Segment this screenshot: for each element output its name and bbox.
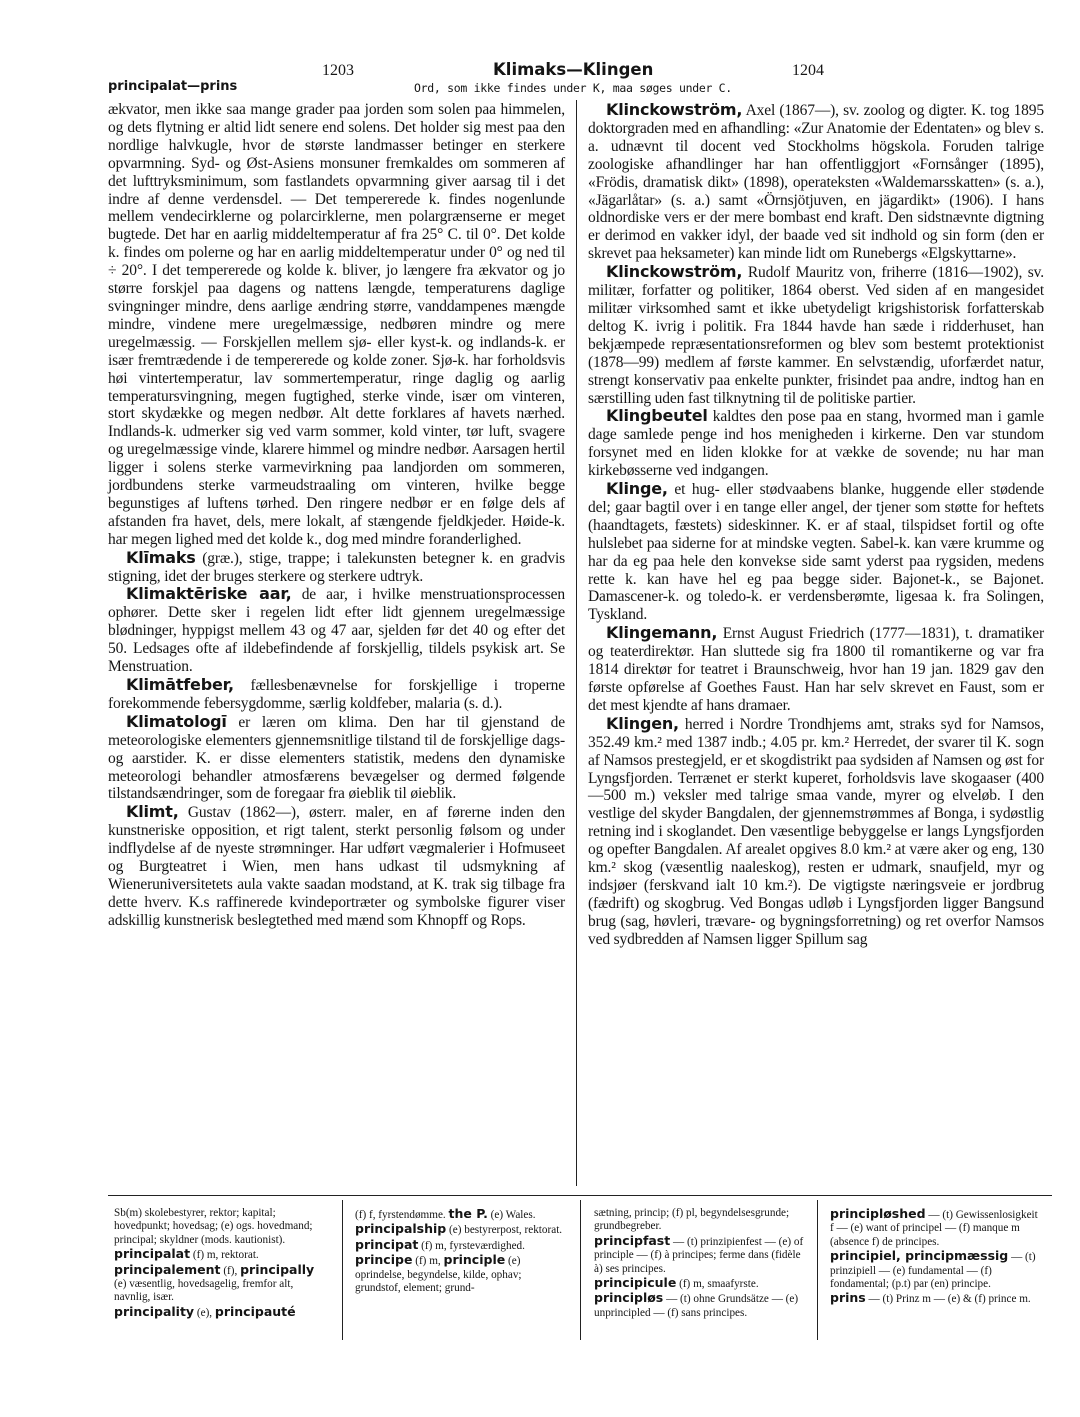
footer-text: (e) Wales.	[487, 1209, 536, 1221]
footer-entry	[830, 1207, 1040, 1249]
footer-headword: principløs	[594, 1290, 664, 1306]
footer-text: (f) m, rektorat.	[190, 1249, 259, 1262]
entry-text: er læren om klima. Den har til gjenstand de meteorologiske elementers gjennemsnitlige tilstand til de forskjellige dags- og aarstider. K. er disse elementers statistik, medens den dynamiske meteorologi behandler atmosfærens bevægelser og dermed følgende tilstandsændringer, som de foregaar fra øieblik til øieblik.	[108, 713, 565, 803]
footer-text: (f) m, smaafyrste.	[676, 1278, 759, 1291]
footer-text: — (t) Prinz m — (e) & (f) prince m.	[865, 1293, 1031, 1306]
entry-text: Ernst August Friedrich (1777—1831), t. dramatiker og teaterdirektør. Han sluttede sig fra 1800 til romantikerne og var fra 1814 direktør for teatret i Braunschweig, hvor han 19 jan. 1829 gav den første opførelse af Goethes Faust. Han har selv skrevet en Faust, som er det mest kjendte af hans dramaer.	[588, 625, 1044, 714]
footer-text: (f) f, fyrstendømme.	[355, 1209, 449, 1221]
entry-continuation	[108, 101, 565, 549]
footer-entry	[114, 1305, 324, 1320]
footer-entry	[830, 1291, 1040, 1306]
left-column	[108, 101, 565, 930]
entry-headword: Klimaktēriske aar,	[126, 584, 292, 604]
entry-text: Rudolf Mauritz von, friherre (1816—1902), sv. militær, forfatter og politiker, 1864 oberst. Ved siden af en mangesidet militær virksomhed samt et ikke ubetydeligt krigshistorisk forfatterskab deltog K. ivrig i politik. Fra 1844 havde han sæde i ridderhuset, han bekjæmpede repræsentationsreformen og blev som bestemt protektionist (1878—99) medlem af første kammer. En selvstændig, uforfærdet natur, strengt konservativ paa enkelte punkter, frisindet paa andre, indtog han en særstilling uden fast tilknytning til de politiske partier.	[588, 264, 1044, 407]
entry	[588, 624, 1044, 715]
footer-headword: principiel, principmæssig	[830, 1248, 1009, 1264]
footer-headword: principalat	[114, 1246, 191, 1262]
entry-text: Gustav (1862—), østerr. maler, en af førerne inden den kunstneriske opposition, et rigt talent, sterkt personlig følsom og under indflydelse af de nyeste strømninger. Har udført vægmalerier i Hofmuseet og Burgteatret i Wien, men hans udkast til udsmykning af Wieneruniversitetets aula vakte saadan modstand, at K. trak sig tilbage fra dette hverv. K.s raffinerede kvindeportræter og symbolske figurer viser adskillig kunstnerisk beslegtethed med mænd som Khnopff og Rops.	[108, 804, 565, 929]
column-divider	[576, 100, 577, 1186]
entry-text: et hug- eller stødvaabens blanke, huggende eller stødende del; gaar bagtil over i en tange eller angel, der tjener som støtte for heftets (haandtagets, fæstets) sideskinner. K. er af staal, tilspidset fortil og ofte hulslebet paa siderne for at mindske vegten. Sabel-k. kan være krumme og har da eg paa hele den konvekse side samt yderst paa rygsiden, medens rette k. kan have hel eg paa begge sider. Bajonet-k., se Bajonet. Damascener-k. og toledo-k. er verdensberømte, ligesaa k. fra Solingen, Tyskland.	[588, 481, 1044, 624]
page-number-left: 1203	[322, 62, 354, 79]
entry-headword: Klimt,	[126, 802, 179, 822]
footer-entry	[355, 1253, 565, 1295]
footer-text: — (t) Gewissenlosigkeit f — (e) want of principel — (f) manque m (absence f) de principes.	[830, 1209, 1038, 1248]
entry-text: ækvator, men ikke saa mange grader paa jorden som solen paa himmelen, og dets flytning er altid lidt senere end solens. Det holder sig mest paa den nordlige halvkugle, hvor de største landmasser betinger en sterkere opvarmning. Syd- og Øst-Asiens monsuner fremkaldes om sommeren af det lufttryksminimum, som fastlandets opvarmning giver aarsag til i det indre af denne verdensdel. — Det tempererede k. findes nogenlunde mellem vendecirklerne og polarcirklerne, men polargrænserne er meget bugtede. Det har en aarlig middeltemperatur af fra 25° C. til 0°. Det kolde k. findes om polerne og har en aarlig middeltemperatur under 0° og ned til ÷ 20°. I det tempererede og kolde k. bliver, jo længere fra ækvator og jo større forskjel paa dagens og nattens længde, temperaturens daglige svingninger mindre, dens aarlige ændring større, vanddampenes mængde mindre, vindene mere uregelmæssige, nedbøren mindre og mere uregelmæssig. — Forskjellen mellem sjø- eller kyst-k. og indlands-k. er især fremtrædende i de tempererede og kolde zoner. Sjø-k. har forholdsvis høi vintertemperatur, lav sommertemperatur, ringe daglig og aarlig temperatursvingning, megen fugtighed, sterke vinde, især om vinteren, stort skydække og megen nedbør. Alt dette forklares af havets nærhed. Indlands-k. udmerker sig ved varm sommer, kold vinter, tør luft, svagere og uregelmæssige vinde, klarere himmel og mindre nedbør. Aarsagen hertil ligger i solens sterke varmevirkning paa landjorden om sommeren, jordbundens sterke varmeudstraaling om vinteren, hvilke begge begunstiges af luftens tørhed. Den ringere nedbør er en følge dels af afstanden fra havet, dels, mere lokalt, af stængende fjeldkjeder. Høide-k. har megen lighed med det kolde k., dog med mindre foranderlighed.	[108, 101, 565, 548]
footer-entry	[830, 1249, 1040, 1291]
footer-headword: principally	[240, 1261, 315, 1277]
footer-column-4	[830, 1207, 1040, 1307]
footer-entry	[355, 1238, 565, 1253]
entry	[588, 715, 1044, 949]
entry-headword: Klinckowström,	[606, 100, 743, 119]
entry-text: Axel (1867—), sv. zoolog og digter. K. tog 1895 doktorgraden med en afhandling: «Zur Anatomie der Edentaten» og blev s. a. udnævnt til docent ved Stockholms högskola. Foruden talrige zoologiske afhandlinger har han offentliggjort «Fornsånger (1895), «Frödis, dramatisk dikt» (1898), operateksten «Waldemarsskatten» (s. a.), «Jägarlåtar» (s. a.) samt «Örnsjötjuven, en jägardikt» (1906). I hans oldnordiske vers er der mere bombast end kraft. Den sidstnævnte digtning er derimod en vakker idyl, der baade ved sit indhold og sin form (den er skrevet paa heksameter) kan minde lidt om Runebergs «Elgskyttarne».	[588, 102, 1044, 263]
footer-entry	[594, 1276, 804, 1291]
left-page-number	[322, 60, 354, 81]
entry	[108, 585, 565, 676]
entry	[588, 263, 1044, 407]
footer-headword: principality	[114, 1303, 195, 1319]
footer-headword: principle	[443, 1252, 506, 1268]
entry	[588, 407, 1044, 480]
footer-entry	[355, 1222, 565, 1237]
footer-headword: prins	[830, 1290, 866, 1306]
footer-entry	[114, 1207, 324, 1247]
entry-text: (græ.), stige, trappe; i talekunsten betegner k. en gradvis stigning, idet der bruges sterkere og sterkere udtryk.	[108, 549, 565, 585]
footer-text: (e),	[194, 1306, 215, 1319]
footer-text: Sb(m) skolebestyrer, rektor; kapital; hovedpunkt; hovedsag; (e) ogs. hovedmand; principal; skyldner (mods. kautionist).	[114, 1207, 313, 1246]
entry	[108, 676, 565, 713]
footer-entry	[355, 1207, 565, 1222]
footer-headword: principat	[355, 1236, 419, 1252]
footer-divider	[108, 1195, 1052, 1196]
footer-entry	[594, 1234, 804, 1276]
footer-column-1	[114, 1207, 324, 1320]
entry-headword: Klingbeutel	[606, 406, 708, 426]
footer-divider-3	[817, 1200, 818, 1340]
footer-text: — (t) prinzipienfest — (e) of principle — (f) à principes; ferme dans (fidèle à) ses principes.	[594, 1235, 804, 1275]
entry	[108, 803, 565, 929]
footer-entry	[114, 1263, 324, 1305]
footer-divider-1	[342, 1200, 343, 1340]
entry-text: herred i Nordre Trondhjems amt, straks syd for Namsos, 352.49 km.² med 1387 indb.; 4.05 pr. km.² Herredet, der svarer til K. sogn af Namsos prestegjeld, er et skogdistrikt paa sydsiden af Namsen og øst for Lyngsfjorden. Terrænet er sterkt kuperet, forholdsvis lave skogaaser (400—500 m.) veksler med talrige smaa vande, myrer og elveløb. I den vestlige del skyder Bangdalen, der gjennemstrømmes af Bonga, i sydøstlig retning ind i skoglandet. Den væsentlige bebyggelse er langs Lyngsfjorden og opefter Bangdalen. Af arealet opgives 8.0 km.² at være aker og eng, 130 km.² skog (væsentlig naaleskog), resten er udmark, snaufjeld, myr og indsjøer (ferskvand ialt 10 km.²). De vigtigste næringsveie er jordbrug (fædrift) og skogbrug. Ved Bongas udløb i Lyngsfjorden ligger Bangsund brug (sag, høvleri, trævare- og bygningsforretning) og ret overfor Namsos ved sydbredden af Namsen ligger Spillum sag	[588, 715, 1044, 948]
header-note: Ord, som ikke findes under K, maa søges under C.	[414, 81, 732, 95]
entry-headword: Klinge,	[606, 479, 668, 499]
running-head: principalat—prins	[108, 79, 238, 94]
footer-entry	[114, 1247, 324, 1262]
footer-headword: principfast	[594, 1232, 671, 1248]
footer-text: (f) m, fyrsteværdighed.	[418, 1239, 525, 1252]
footer-text: (f) m,	[412, 1255, 444, 1268]
footer-headword: principalement	[114, 1261, 221, 1277]
entry	[588, 101, 1044, 263]
title-text: Klimaks—Klingen	[493, 60, 654, 79]
entry-headword: Klingen,	[606, 713, 679, 733]
entry-headword: Klimatologī	[126, 711, 227, 731]
right-column	[588, 101, 1044, 949]
footer-text: sætning, princip; (f) pl, begyndelsesgrunde; grundbegreber.	[594, 1207, 790, 1233]
entry-text: de aar, i hvilke menstruationsprocessen ophører. Dette sker i regelen lidt efter lidt gjennem uregelmæssige blødninger, hyppigst mellem 43 og 47 aar, sjelden før det 40 og efter det 50. Ledsages ofte af ildebefindende af forskjellig, tildels psykisk art. Se Menstruation.	[108, 586, 565, 676]
entry-text: kaldtes den pose paa en stang, hvormed man i gamle dage samlede penge ind hos menigheden i kirkerne. Den var stundom forsynet med en liden klokke for at vække de sovende; nu har man kirkebøsserne ved indgangen.	[588, 408, 1044, 480]
footer-text: (e) væsentlig, hovedsagelig, fremfor alt, navnlig, især.	[114, 1278, 294, 1304]
entry-headword: Klinckowström,	[606, 262, 743, 282]
footer-divider-2	[580, 1200, 581, 1340]
entry-headword: Klingemann,	[606, 623, 718, 643]
footer-headword: principe	[355, 1252, 413, 1268]
entry	[108, 713, 565, 804]
entry-text: fællesbenævnelse for forskjellige i troperne forekommende febersygdomme, særlig koldfeber, malaria (s. d.).	[108, 677, 565, 712]
footer-headword: principalship	[355, 1221, 447, 1237]
footer-headword: principløshed	[830, 1206, 926, 1221]
footer-column-3	[594, 1207, 804, 1320]
footer-headword: principicule	[594, 1275, 677, 1291]
page-number-right: 1204	[792, 62, 824, 79]
right-page-number	[792, 60, 824, 81]
entry	[588, 480, 1044, 624]
footer-headword: principauté	[214, 1303, 296, 1319]
entry	[108, 549, 565, 586]
footer-column-2	[355, 1207, 565, 1295]
footer-entry	[594, 1207, 804, 1234]
footer-text: — (t) ohne Grundsätze — (e) unprincipled — (f) sans principes.	[594, 1293, 799, 1319]
footer-text: (e) bestyrerpost, rektorat.	[446, 1224, 563, 1237]
page-title	[493, 60, 653, 80]
footer-text: — (t) prinzipiell — (e) fundamental — (f) fondamental; (p.t) par (en) principe.	[830, 1251, 1036, 1291]
entry-headword: Klimātfeber,	[126, 675, 234, 694]
footer-headword: the P.	[448, 1206, 488, 1221]
footer-entry	[594, 1291, 804, 1320]
footer-text: (f),	[220, 1264, 241, 1277]
entry-headword: Klīmaks	[126, 547, 196, 567]
footer-text: (e) oprindelse, begyndelse, kilde, ophav; grundstof, element; grund-	[355, 1255, 522, 1295]
